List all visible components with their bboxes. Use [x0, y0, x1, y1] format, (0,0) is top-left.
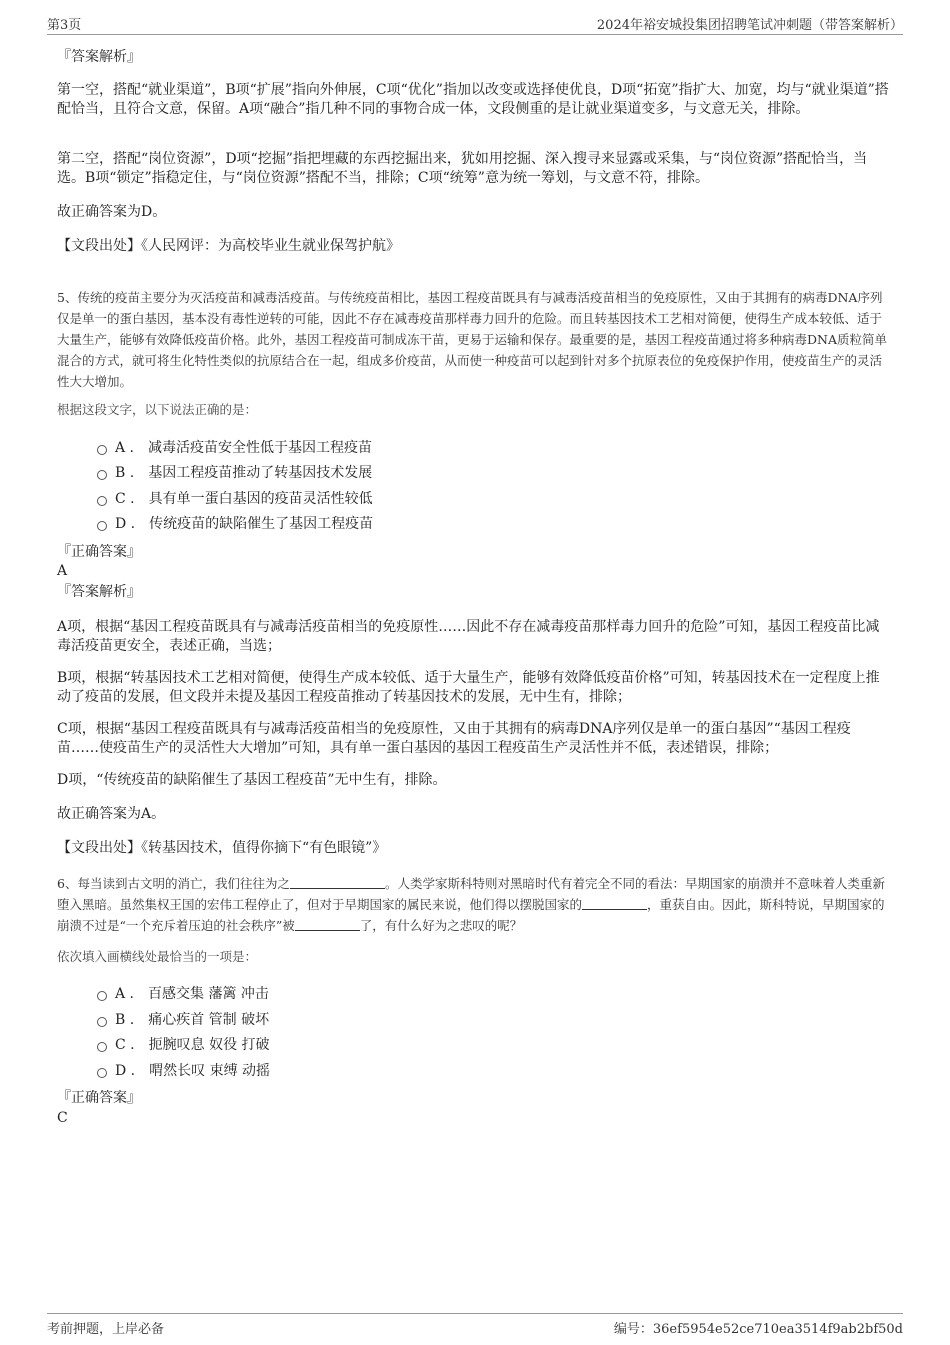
page-footer [47, 1313, 903, 1340]
q5-analysis-c: C项，根据“基因工程疫苗既具有与减毒活疫苗相当的免疫原性，又由于其拥有的病毒DNA序列仅是单一的蛋白基因”“基因工程疫苗……使疫苗生产的灵活性大大增加”可知，具有单一蛋白基因的基因工程疫苗生产灵活性并不低，表述错误，排除； [57, 721, 851, 756]
q5-answer-label: 『正确答案』 [57, 544, 141, 560]
footer-slogan: 考前押题，上岸必备 [47, 1322, 165, 1337]
q4-source: 【文段出处】《人民网评：为高校毕业生就业保驾护航》 [57, 238, 400, 254]
q6-answer-label: 『正确答案』 [57, 1090, 141, 1106]
q5-option-c[interactable]: C . 具有单一蛋白基因的疫苗灵活性较低 [97, 490, 373, 508]
page-number: 第3页 [47, 18, 82, 33]
q5-analysis-d: D项，“传统疫苗的缺陷催生了基因工程疫苗”无中生有，排除。 [57, 772, 447, 788]
q6-answer: C [57, 1110, 68, 1126]
q5-option-d[interactable]: D . 传统疫苗的缺陷催生了基因工程疫苗 [97, 515, 373, 533]
q5-passage: 5、传统的疫苗主要分为灭活疫苗和减毒活疫苗。与传统疫苗相比，基因工程疫苗既具有与减毒活疫苗相当的免疫原性，又由于其拥有的病毒DNA序列仅是单一的蛋白基因，基本没有毒性逆转的可能，因此不存在减毒疫苗那样毒力回升的危险。而且转基因技术工艺相对简便，使得生产成本较低、适于大量生产，能够有效降低疫苗价格。此外，基因工程疫苗可制成冻干苗，更易于运输和保存。最重要的是，基因工程疫苗通过将多种病毒DNA质粒简单混合的方式，就可将生化特性类似的抗原结合在一起，组成多价疫苗，从而使一种疫苗可以起到针对多个抗原表位的免疫保护作用，使疫苗生产的灵活性大大增加。 [57, 290, 887, 389]
q6-option-c[interactable]: C . 扼腕叹息 奴役 打破 [97, 1036, 270, 1054]
q5-answer: A [57, 563, 68, 579]
radio-icon[interactable] [97, 470, 107, 480]
radio-icon[interactable] [97, 1068, 107, 1078]
radio-icon[interactable] [97, 445, 107, 455]
q5-option-b[interactable]: B . 基因工程疫苗推动了转基因技术发展 [97, 464, 372, 482]
radio-icon[interactable] [97, 521, 107, 531]
q6-option-b[interactable]: B . 痛心疾首 管制 破坏 [97, 1011, 269, 1029]
radio-icon[interactable] [97, 1017, 107, 1027]
radio-icon[interactable] [97, 496, 107, 506]
q5-question: 根据这段文字，以下说法正确的是： [57, 402, 258, 417]
q5-analysis-label: 『答案解析』 [57, 584, 141, 600]
q5-option-a[interactable]: A . 减毒活疫苗安全性低于基因工程疫苗 [97, 439, 372, 457]
q5-conclusion: 故正确答案为A。 [57, 806, 166, 822]
q6-question: 依次填入画横线处最恰当的一项是： [57, 949, 258, 964]
document-id: 编号：36ef5954e52ce710ea3514f9ab2bf50d [613, 1322, 903, 1337]
q5-analysis-b: B项，根据“转基因技术工艺相对简便，使得生产成本较低、适于大量生产，能够有效降低疫苗价格”可知，转基因技术在一定程度上推动了疫苗的发展，但文段并未提及基因工程疫苗推动了转基因技术的发展，无中生有，排除； [57, 670, 880, 705]
radio-icon[interactable] [97, 991, 107, 1001]
page-header [47, 14, 903, 35]
radio-icon[interactable] [97, 1042, 107, 1052]
blank-3[interactable] [295, 918, 360, 931]
q4-analysis-label: 『答案解析』 [57, 49, 141, 65]
document-title: 2024年裕安城投集团招聘笔试冲刺题（带答案解析） [596, 18, 903, 33]
blank-1[interactable] [290, 876, 385, 889]
q6-option-a[interactable]: A . 百感交集 藩篱 冲击 [97, 985, 269, 1003]
q5-analysis-a: A项，根据“基因工程疫苗既具有与减毒活疫苗相当的免疫原性……因此不存在减毒疫苗那样毒力回升的危险”可知，基因工程疫苗比减毒活疫苗更安全，表述正确，当选； [57, 619, 880, 654]
q4-conclusion: 故正确答案为D。 [57, 204, 167, 220]
q5-source: 【文段出处】《转基因技术，值得你摘下“有色眼镜”》 [57, 840, 387, 856]
q4-analysis-p2: 第二空，搭配“岗位资源”，D项“挖掘”指把埋藏的东西挖掘出来，犹如用挖掘、深入搜寻来显露或采集，与“岗位资源”搭配恰当，当选。B项“锁定”指稳定住，与“岗位资源”搭配不当，排除；C项“统筹”意为统一筹划，与文意不符，排除。 [57, 151, 868, 186]
q6-passage: 6、每当读到古文明的消亡，我们往往为之 。人类学家斯科特则对黑暗时代有着完全不同的看法：早期国家的崩溃并不意味着人类重新堕入黑暗。虽然集权王国的宏伟工程停止了，但对于早期国家的属民来说，他们得以摆脱国家的 ，重获自由。因此，斯科特说，早期国家的崩溃不过是“一个充斥着压迫的社会秩序”被 了，有什么好为之悲叹的呢？ [57, 876, 885, 933]
q4-analysis-p1: 第一空，搭配“就业渠道”，B项“扩展”指向外伸展，C项“优化”指加以改变或选择使优良，D项“拓宽”指扩大、加宽，均与“就业渠道”搭配恰当，且符合文意，保留。A项“融合”指几种不同的事物合成一体，文段侧重的是让就业渠道变多，与文意无关，排除。 [57, 82, 889, 117]
blank-2[interactable] [582, 897, 647, 910]
q6-option-d[interactable]: D . 喟然长叹 束缚 动摇 [97, 1062, 270, 1080]
